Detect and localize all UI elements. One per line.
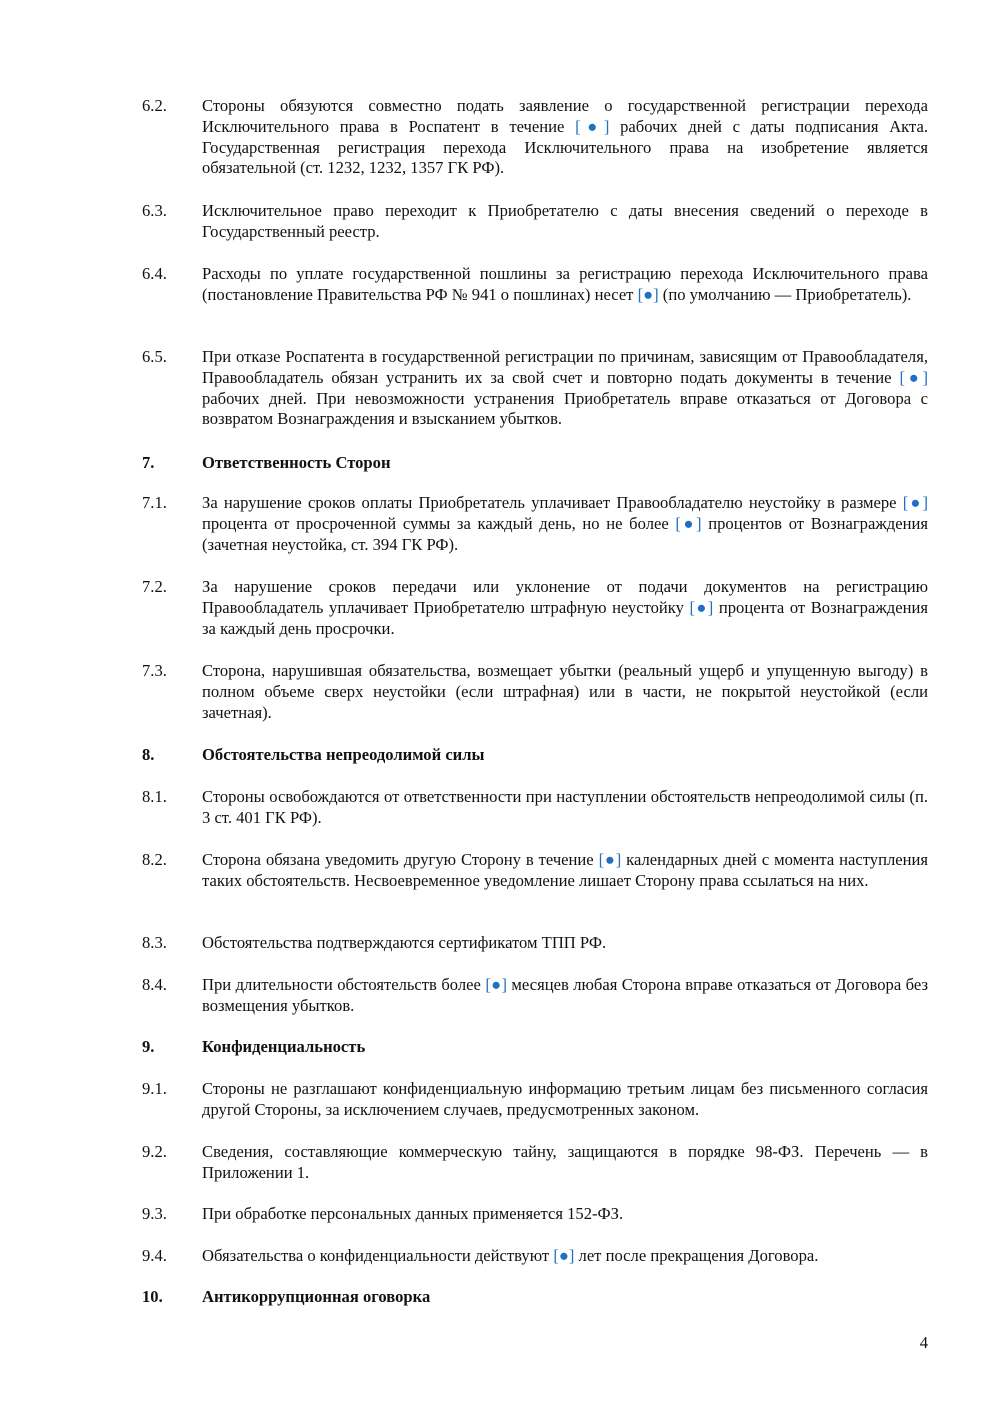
clause-text (202, 787, 928, 829)
text-run: При отказе Роспатента в государственной регистрации по причинам, зависящим от Правообладателя, Правообладатель обязан устранить их за свой счет и повторно подать документы в течение (202, 347, 928, 387)
clause-number: 7.3. (142, 661, 167, 680)
clause-number: 6.2. (142, 96, 167, 115)
placeholder-marker: [●] (675, 513, 702, 533)
text-run: Расходы по уплате государственной пошлины за регистрацию перехода Исключительного права (постановление Правительства РФ № 941 о пошлинах) несет (202, 264, 928, 304)
section-heading (142, 453, 928, 474)
clause-text (202, 1142, 928, 1184)
clause (142, 975, 928, 1017)
clause (142, 493, 928, 555)
placeholder-marker: [●] (637, 284, 659, 304)
text-run: рабочих дней. При невозможности устранения Приобретатель вправе отказаться от Договора с возвратом Вознаграждения и взысканием убытков. (202, 388, 928, 429)
section-number: 7. (142, 453, 155, 472)
text-run: месяцев любая Сторона вправе отказаться от Договора без возмещения убытков. (202, 975, 928, 1015)
clause-text (202, 493, 928, 555)
page-number: 4 (919, 1333, 928, 1352)
text-run: Стороны обязуются совместно подать заявление о государственной регистрации перехода Исключительного права в Роспатент в течение (202, 96, 928, 136)
clause (142, 264, 928, 306)
section-heading (142, 745, 928, 766)
text-run: процента от просроченной суммы за каждый день, но не более (202, 513, 676, 533)
clause (142, 1142, 928, 1184)
section-title (202, 1037, 928, 1058)
clause-number: 8.4. (142, 975, 167, 994)
text-run: Конфиденциальность (202, 1037, 366, 1056)
clause (142, 347, 928, 430)
text-run: Обстоятельства подтверждаются сертификатом ТПП РФ. (202, 933, 607, 952)
clause-text (202, 96, 928, 179)
clause-text (202, 1204, 928, 1225)
clause-text (202, 1246, 928, 1267)
text-run: При длительности обстоятельств более (202, 975, 486, 994)
text-run: Сторона обязана уведомить другую Сторону в течение (202, 850, 599, 869)
text-run: Сторона, нарушившая обязательства, возмещает убытки (реальный ущерб и упущенную выгоду) в полном объеме сверх неустойки (если штрафная) или в части, не покрытой неустойкой (если зачетная). (202, 661, 928, 722)
clause-text (202, 975, 928, 1017)
clause-text (202, 933, 928, 954)
text-run: процентов от Вознаграждения (зачетная неустойка, ст. 394 ГК РФ). (202, 513, 929, 554)
clause (142, 1079, 928, 1121)
placeholder-marker: [●] (689, 597, 714, 617)
clause-text (202, 661, 928, 723)
clause-number: 9.1. (142, 1079, 167, 1098)
section-title (202, 745, 928, 766)
text-run: Сведения, составляющие коммерческую тайну, защищаются в порядке 98-ФЗ. Перечень — в Приложении 1. (202, 1142, 928, 1182)
section-title (202, 453, 928, 474)
text-run: За нарушение сроков оплаты Приобретатель уплачивает Правообладателю неустойку в размере (202, 493, 903, 512)
text-run: рабочих дней с даты подписания Акта. Государственная регистрация перехода Исключительного права на изобретение является обязательной (ст. 1232, 1232, 1357 ГК РФ). (202, 116, 928, 178)
clause-number: 9.3. (142, 1204, 167, 1223)
text-run: Стороны не разглашают конфиденциальную информацию третьим лицам без письменного согласия другой Стороны, за исключением случаев, предусмотренных законом. (202, 1079, 928, 1119)
clause-text (202, 347, 928, 430)
text-run: лет после прекращения Договора. (574, 1246, 819, 1265)
section-number: 8. (142, 745, 155, 764)
clause (142, 96, 928, 179)
text-run: процента от Вознаграждения за каждый день просрочки. (202, 597, 928, 638)
clause-number: 6.4. (142, 264, 167, 283)
text-run: При обработке персональных данных применяется 152-ФЗ. (202, 1204, 624, 1223)
section-heading (142, 1287, 928, 1308)
text-run: Обстоятельства непреодолимой силы (202, 745, 485, 764)
placeholder-marker: [●] (485, 975, 507, 994)
clause (142, 850, 928, 892)
text-run: За нарушение сроков передачи или уклонение от подачи документов на регистрацию Правообладатель уплачивает Приобретателю штрафную неустойку (202, 577, 928, 617)
clause-number: 8.3. (142, 933, 167, 952)
section-number: 9. (142, 1037, 155, 1056)
placeholder-marker: [●] (575, 116, 610, 136)
placeholder-marker: [●] (899, 367, 929, 387)
clause-text (202, 850, 928, 892)
clause (142, 661, 928, 723)
clause (142, 933, 928, 954)
clause-number: 7.2. (142, 577, 167, 596)
clause (142, 787, 928, 829)
section-number: 10. (142, 1287, 163, 1306)
clause-number: 9.2. (142, 1142, 167, 1161)
clause-number: 6.3. (142, 201, 167, 220)
text-run: (по умолчанию — Приобретатель). (658, 284, 912, 304)
clause (142, 201, 928, 243)
clause (142, 1246, 928, 1267)
text-run: Обязательства о конфиденциальности действуют (202, 1246, 554, 1265)
text-run: Ответственность Сторон (202, 453, 391, 472)
clause-number: 8.2. (142, 850, 167, 869)
clause-number: 8.1. (142, 787, 167, 806)
clause-text (202, 577, 928, 639)
clause-number: 9.4. (142, 1246, 167, 1265)
text-run: Исключительное право переходит к Приобретателю с даты внесения сведений о переходе в Государственный реестр. (202, 201, 928, 241)
clause-number: 6.5. (142, 347, 167, 366)
section-title (202, 1287, 928, 1308)
text-run: календарных дней с момента наступления таких обстоятельств. Несвоевременное уведомление лишает Сторону права ссылаться на них. (202, 850, 928, 890)
clause-number: 7.1. (142, 493, 167, 512)
clause-text (202, 264, 928, 306)
clause (142, 1204, 928, 1225)
text-run: Стороны освобождаются от ответственности при наступлении обстоятельств непреодолимой силы (п. 3 ст. 401 ГК РФ). (202, 787, 928, 827)
placeholder-marker: [●] (902, 493, 928, 512)
clause-text (202, 201, 928, 243)
placeholder-marker: [●] (553, 1246, 575, 1265)
section-heading (142, 1037, 928, 1058)
clause (142, 577, 928, 639)
text-run: Антикоррупционная оговорка (202, 1287, 431, 1306)
clause-text (202, 1079, 928, 1121)
placeholder-marker: [●] (598, 850, 622, 869)
